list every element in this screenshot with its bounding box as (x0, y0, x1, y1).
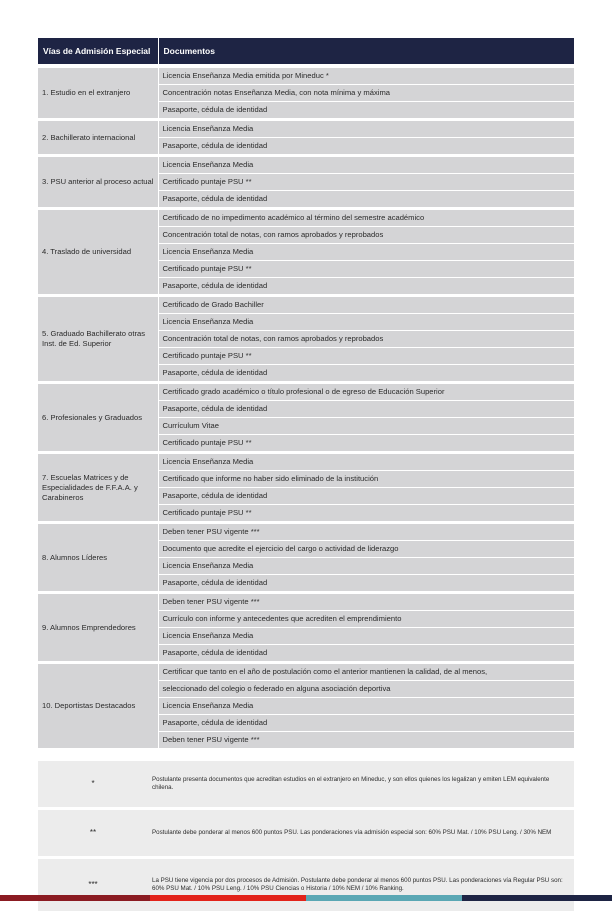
footnote-row (38, 809, 574, 858)
document-cell: Pasaporte, cédula de identidad (158, 138, 574, 156)
admission-route-cell: 3. PSU anterior al proceso actual (38, 156, 158, 209)
document-cell: Licencia Enseñanza Media (158, 120, 574, 138)
footnote-text: Postulante presenta documentos que acreditan estudios en el extranjero en Mineduc, y son ellos quienes los legalizan y emiten LEM equivalente chilena. (148, 761, 574, 809)
document-cell: Deben tener PSU vigente *** (158, 732, 574, 750)
document-cell: Pasaporte, cédula de identidad (158, 365, 574, 383)
table-row (38, 523, 574, 541)
footnote-row (38, 858, 574, 913)
document-cell: Licencia Enseñanza Media (158, 453, 574, 471)
document-cell: Licencia Enseñanza Media (158, 698, 574, 715)
table-row (38, 593, 574, 611)
document-cell: Pasaporte, cédula de identidad (158, 645, 574, 663)
footer-bar-teal (306, 895, 462, 901)
document-cell: Pasaporte, cédula de identidad (158, 715, 574, 732)
table-row (38, 68, 574, 85)
document-cell: Concentración total de notas, con ramos aprobados y reprobados (158, 331, 574, 348)
document-cell: Licencia Enseñanza Media (158, 628, 574, 645)
footer-bar-red (150, 895, 306, 901)
document-cell: Licencia Enseñanza Media (158, 558, 574, 575)
document-cell: Pasaporte, cédula de identidad (158, 401, 574, 418)
document-cell: Certificado puntaje PSU ** (158, 348, 574, 365)
document-cell: Certificado puntaje PSU ** (158, 174, 574, 191)
admission-table (38, 38, 574, 751)
table-row (38, 209, 574, 227)
document-cell: Pasaporte, cédula de identidad (158, 102, 574, 120)
admission-route-cell: 1. Estudio en el extranjero (38, 68, 158, 120)
admission-route-cell: 4. Traslado de universidad (38, 209, 158, 296)
document-cell: Certificado grado académico o título profesional o de egreso de Educación Superior (158, 383, 574, 401)
document-cell: Certificado puntaje PSU ** (158, 435, 574, 453)
document-cell: Currículo con informe y antecedentes que acrediten el emprendimiento (158, 611, 574, 628)
footnotes-table (38, 761, 574, 914)
document-cell: Deben tener PSU vigente *** (158, 523, 574, 541)
document-cell: Currículum Vitae (158, 418, 574, 435)
table-row (38, 383, 574, 401)
document-cell: Certificado que informe no haber sido eliminado de la institución (158, 471, 574, 488)
document-cell: Pasaporte, cédula de identidad (158, 575, 574, 593)
footnote-row (38, 761, 574, 809)
table-row (38, 663, 574, 681)
admission-route-cell: 8. Alumnos Líderes (38, 523, 158, 593)
header-documents: Documentos (158, 38, 574, 64)
footnotes-body (38, 761, 574, 913)
document-cell: Licencia Enseñanza Media (158, 244, 574, 261)
admission-document (38, 38, 574, 914)
document-cell: Documento que acredite el ejercicio del cargo o actividad de liderazgo (158, 541, 574, 558)
footnote-text: La PSU tiene vigencia por dos procesos de Admisión. Postulante debe ponderar al menos 600 puntos PSU. Las ponderaciones vía Regular PSU son: 60% PSU Mat. / 10% PSU Leng. / 10% PSU Ciencias o Historia / 10% NEM / 10% Ranking. (148, 858, 574, 913)
document-cell: Pasaporte, cédula de identidad (158, 278, 574, 296)
table-row (38, 453, 574, 471)
table-row (38, 120, 574, 138)
footnote-symbol: *** (38, 858, 148, 913)
admission-route-cell: 9. Alumnos Emprendedores (38, 593, 158, 663)
document-cell: Licencia Enseñanza Media emitida por Mineduc * (158, 68, 574, 85)
admission-route-cell: 2. Bachillerato internacional (38, 120, 158, 156)
document-cell: Licencia Enseñanza Media (158, 314, 574, 331)
document-cell: Deben tener PSU vigente *** (158, 593, 574, 611)
admission-route-cell: 10. Deportistas Destacados (38, 663, 158, 750)
document-cell: seleccionado del colegio o federado en alguna asociación deportiva (158, 681, 574, 698)
admission-route-cell: 5. Graduado Bachillerato otras Inst. de Ed. Superior (38, 296, 158, 383)
document-cell: Pasaporte, cédula de identidad (158, 488, 574, 505)
header-admission-routes: Vías de Admisión Especial (38, 38, 158, 64)
document-cell: Licencia Enseñanza Media (158, 156, 574, 174)
footer-bar-red-dark (0, 895, 150, 901)
footer-bar-navy (462, 895, 612, 901)
document-cell: Certificar que tanto en el año de postulación como el anterior mantienen la calidad, de al menos, (158, 663, 574, 681)
footnote-text: Postulante debe ponderar al menos 600 puntos PSU. Las ponderaciones vía admisión especial son: 60% PSU Mat. / 10% PSU Leng. / 30% NEM (148, 809, 574, 858)
document-cell: Certificado de Grado Bachiller (158, 296, 574, 314)
document-cell: Concentración total de notas, con ramos aprobados y reprobados (158, 227, 574, 244)
footnote-symbol: * (38, 761, 148, 809)
admission-route-cell: 6. Profesionales y Graduados (38, 383, 158, 453)
document-cell: Certificado puntaje PSU ** (158, 261, 574, 278)
table-row (38, 296, 574, 314)
admission-route-cell: 7. Escuelas Matrices y de Especialidades de F.F.A.A. y Carabineros (38, 453, 158, 523)
table-header-row (38, 38, 574, 64)
footnote-symbol: ** (38, 809, 148, 858)
table-row (38, 156, 574, 174)
document-cell: Concentración notas Enseñanza Media, con nota mínima y máxima (158, 85, 574, 102)
document-cell: Certificado de no impedimento académico al término del semestre académico (158, 209, 574, 227)
document-cell: Certificado puntaje PSU ** (158, 505, 574, 523)
document-cell: Pasaporte, cédula de identidad (158, 191, 574, 209)
table-body (38, 64, 574, 750)
